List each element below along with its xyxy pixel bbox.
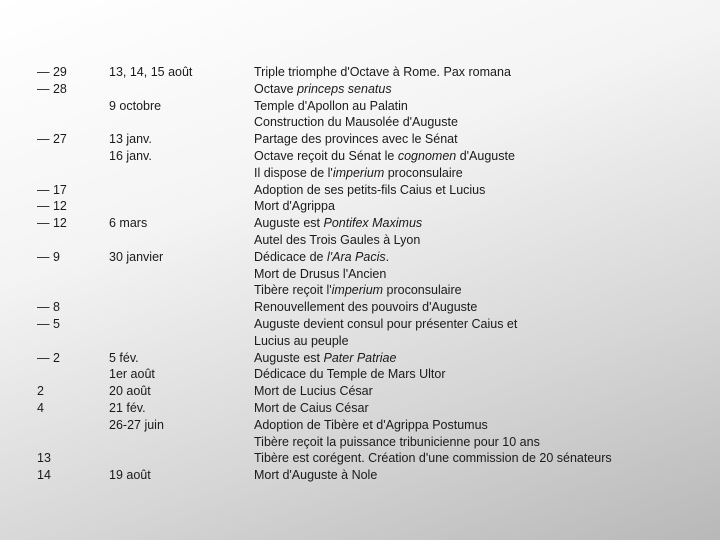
date-cell: 13 janv. bbox=[109, 132, 152, 147]
event-cell bbox=[254, 165, 463, 182]
event-text: d'Auguste bbox=[456, 148, 515, 163]
event-text: Dédicace de bbox=[254, 249, 327, 264]
event-text: Dédicace du Temple de Mars Ultor bbox=[254, 367, 446, 382]
event-text: Adoption de ses petits-fils Caius et Lucius bbox=[254, 182, 486, 197]
year-cell: — 8 bbox=[37, 300, 60, 315]
event-text-italic: princeps senatus bbox=[297, 81, 392, 96]
event-cell bbox=[254, 232, 420, 249]
event-text: proconsulaire bbox=[383, 283, 462, 298]
chronology-row bbox=[0, 165, 720, 182]
event-text: Auguste est bbox=[254, 350, 324, 365]
event-text: Auguste devient consul pour présenter Caius et bbox=[254, 316, 518, 331]
event-text: Tibère est corégent. Création d'une commission de 20 sénateurs bbox=[254, 451, 612, 466]
chronology-row bbox=[0, 316, 720, 333]
chronology-row bbox=[0, 215, 720, 232]
chronology-row bbox=[0, 232, 720, 249]
date-cell: 16 janv. bbox=[109, 148, 152, 163]
date-cell: 13, 14, 15 août bbox=[109, 65, 193, 79]
year-cell: — 9 bbox=[37, 249, 60, 264]
event-cell bbox=[254, 98, 408, 115]
chronology-row bbox=[0, 467, 720, 484]
event-cell bbox=[254, 215, 422, 232]
date-cell: 5 fév. bbox=[109, 350, 139, 365]
event-cell bbox=[254, 249, 389, 266]
event-text: Tibère reçoit l' bbox=[254, 283, 332, 298]
chronology-row bbox=[0, 182, 720, 199]
date-cell: 1er août bbox=[109, 367, 155, 382]
chronology-row bbox=[0, 266, 720, 283]
event-text: Triple triomphe d'Octave à Rome. Pax romana bbox=[254, 65, 511, 79]
date-cell: 21 fév. bbox=[109, 400, 146, 415]
event-cell bbox=[254, 400, 369, 417]
event-text: Tibère reçoit la puissance tribunicienne pour 10 ans bbox=[254, 434, 540, 449]
chronology-row bbox=[0, 383, 720, 400]
event-text: Mort d'Agrippa bbox=[254, 199, 335, 214]
date-cell: 26-27 juin bbox=[109, 417, 164, 432]
event-text: Lucius au peuple bbox=[254, 333, 349, 348]
event-text: Auguste est bbox=[254, 216, 324, 231]
event-cell bbox=[254, 350, 396, 367]
year-cell: — 5 bbox=[37, 316, 60, 331]
year-cell: — 17 bbox=[37, 182, 67, 197]
chronology-row bbox=[0, 450, 720, 467]
chronology-row bbox=[0, 400, 720, 417]
event-text-italic: imperium bbox=[332, 165, 385, 180]
event-text: Renouvellement des pouvoirs d'Auguste bbox=[254, 300, 478, 315]
chronology-row bbox=[0, 198, 720, 215]
event-cell bbox=[254, 282, 462, 299]
chronology-row bbox=[0, 282, 720, 299]
chronology-row bbox=[0, 64, 720, 81]
event-cell bbox=[254, 417, 488, 434]
event-text: Adoption de Tibère et d'Agrippa Postumus bbox=[254, 417, 488, 432]
chronology-row bbox=[0, 249, 720, 266]
event-text-italic: l'Ara Pacis bbox=[326, 249, 386, 264]
event-text: Octave bbox=[254, 81, 298, 96]
event-text: Mort de Drusus l'Ancien bbox=[254, 266, 387, 281]
chronology-row bbox=[0, 366, 720, 383]
event-cell bbox=[254, 148, 515, 165]
event-cell bbox=[254, 434, 540, 451]
event-cell bbox=[254, 316, 517, 333]
year-cell: 2 bbox=[37, 384, 44, 399]
chronology-row bbox=[0, 131, 720, 148]
event-text: Octave reçoit du Sénat le bbox=[254, 148, 398, 163]
year-cell: 14 bbox=[37, 468, 51, 483]
event-text-italic: imperium bbox=[331, 283, 384, 298]
year-cell: — 29 bbox=[37, 65, 67, 79]
event-text-italic: cognomen bbox=[397, 148, 457, 163]
date-cell: 30 janvier bbox=[109, 249, 164, 264]
chronology-row bbox=[0, 350, 720, 367]
event-text: Mort de Lucius César bbox=[254, 384, 373, 399]
chronology-table bbox=[0, 64, 720, 484]
date-cell: 19 août bbox=[109, 468, 151, 483]
date-cell: 20 août bbox=[109, 384, 151, 399]
chronology-row bbox=[0, 81, 720, 98]
event-text: Partage des provinces avec le Sénat bbox=[254, 132, 458, 147]
event-cell bbox=[254, 114, 458, 131]
event-text: proconsulaire bbox=[384, 165, 463, 180]
date-cell: 6 mars bbox=[109, 216, 148, 231]
event-cell bbox=[254, 450, 612, 467]
chronology-row bbox=[0, 333, 720, 350]
event-cell bbox=[254, 131, 458, 148]
event-cell bbox=[254, 467, 377, 484]
event-cell bbox=[254, 366, 446, 383]
event-text-italic: Pontifex Maximus bbox=[323, 216, 423, 231]
event-cell bbox=[254, 182, 485, 199]
event-text: Mort d'Auguste à Nole bbox=[254, 468, 378, 483]
event-text: Mort de Caius César bbox=[254, 400, 369, 415]
event-text: Il dispose de l' bbox=[254, 165, 333, 180]
chronology-row bbox=[0, 114, 720, 131]
chronology-row bbox=[0, 434, 720, 451]
event-text-italic: Pater Patriae bbox=[323, 350, 397, 365]
event-text: Temple d'Apollon au Palatin bbox=[254, 98, 408, 113]
event-cell bbox=[254, 81, 392, 98]
chronology-row bbox=[0, 148, 720, 165]
event-text: . bbox=[385, 249, 390, 264]
event-cell bbox=[254, 383, 373, 400]
event-cell bbox=[254, 266, 386, 283]
event-cell bbox=[254, 299, 477, 316]
year-cell: — 27 bbox=[37, 132, 67, 147]
event-cell bbox=[254, 198, 335, 215]
year-cell: 4 bbox=[37, 400, 44, 415]
year-cell: — 12 bbox=[37, 199, 67, 214]
event-text: Autel des Trois Gaules à Lyon bbox=[254, 232, 421, 247]
chronology-row bbox=[0, 98, 720, 115]
event-cell bbox=[254, 333, 349, 350]
chronology-row bbox=[0, 417, 720, 434]
chronology-row bbox=[0, 299, 720, 316]
date-cell: 9 octobre bbox=[109, 98, 162, 113]
event-text: Construction du Mausolée d'Auguste bbox=[254, 115, 458, 130]
year-cell: — 28 bbox=[37, 81, 67, 96]
year-cell: — 12 bbox=[37, 216, 67, 231]
event-cell bbox=[254, 64, 511, 81]
year-cell: — 2 bbox=[37, 350, 60, 365]
year-cell: 13 bbox=[37, 451, 51, 466]
